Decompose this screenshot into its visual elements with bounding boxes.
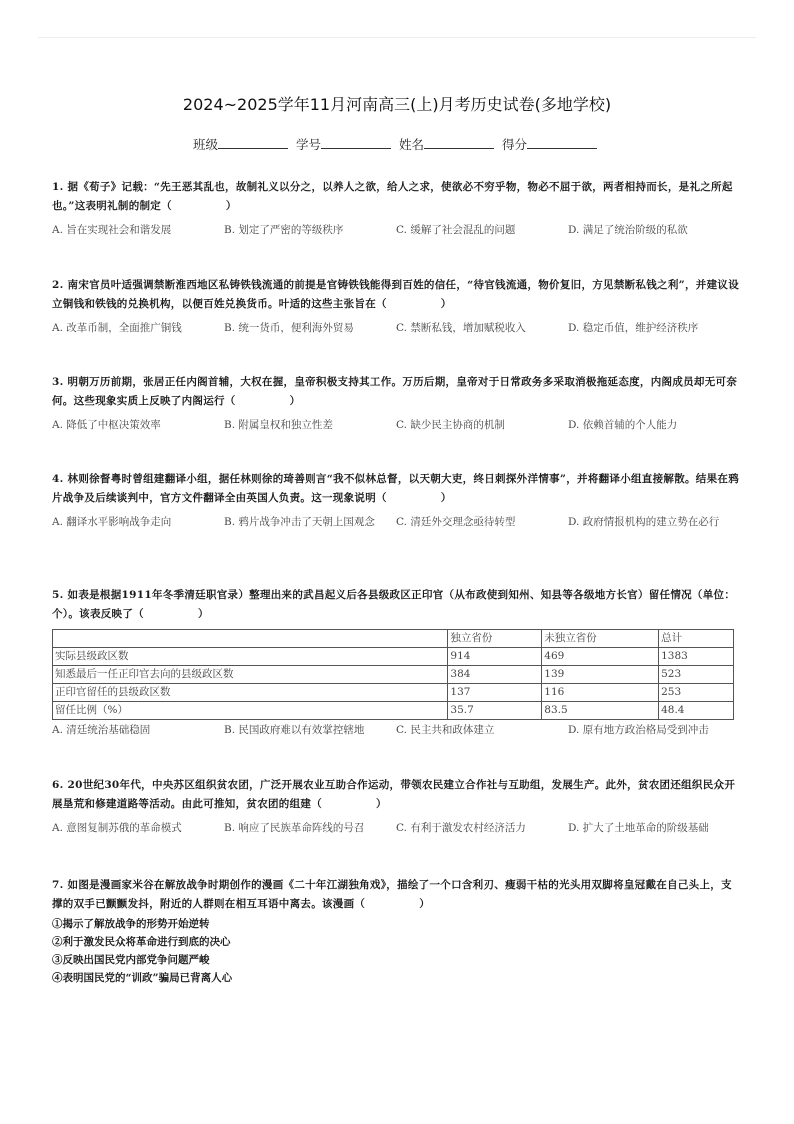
- table-cell: 116: [542, 684, 659, 702]
- top-divider: [38, 37, 756, 38]
- option-d[interactable]: D. 依赖首辅的个人能力: [568, 419, 678, 431]
- table-cell: 469: [542, 648, 659, 666]
- option-c[interactable]: C. 缓解了社会混乱的问题: [396, 224, 516, 236]
- table-header-cell: 独立省份: [448, 630, 542, 648]
- table-cell: 914: [448, 648, 542, 666]
- table-cell: 实际县级政区数: [53, 648, 448, 666]
- question-1: [52, 178, 742, 240]
- table-cell: 83.5: [542, 702, 659, 720]
- option-b[interactable]: B. 统一货币，便利海外贸易: [224, 322, 354, 334]
- option-a[interactable]: A. 意图复制苏俄的革命模式: [52, 822, 182, 834]
- option-a[interactable]: A. 降低了中枢决策效率: [52, 419, 161, 431]
- table-cell: 384: [448, 666, 542, 684]
- question-5: [52, 586, 742, 740]
- question-7: [52, 876, 742, 987]
- table-cell: 253: [659, 684, 734, 702]
- table-cell: 知悉最后一任正印官去向的县级政区数: [53, 666, 448, 684]
- statement-item: ①揭示了解放战争的形势开始逆转: [52, 918, 210, 930]
- question-2: [52, 276, 742, 338]
- table-cell: 正印官留任的县级政区数: [53, 684, 448, 702]
- option-row: [52, 721, 742, 740]
- retention-table: [52, 629, 734, 720]
- option-b[interactable]: B. 民国政府难以有效掌控辖地: [224, 724, 365, 736]
- table-header-cell: 总计: [659, 630, 734, 648]
- option-d[interactable]: D. 政府情报机构的建立势在必行: [568, 516, 720, 528]
- option-d[interactable]: D. 扩大了土地革命的阶级基础: [568, 822, 709, 834]
- field-label-name: 姓名: [398, 137, 424, 152]
- statement-item: ③反映出国民党内部党争问题严峻: [52, 954, 210, 966]
- field-blank-class[interactable]: [218, 136, 288, 149]
- option-row: [52, 319, 742, 338]
- field-blank-number[interactable]: [321, 136, 391, 149]
- table-cell: 137: [448, 684, 542, 702]
- field-label-class: 班级: [192, 137, 218, 152]
- option-b[interactable]: B. 鸦片战争冲击了天朝上国观念: [224, 516, 375, 528]
- option-d[interactable]: D. 原有地方政治格局受到冲击: [568, 724, 709, 736]
- table-cell: 48.4: [659, 702, 734, 720]
- table-cell: 留任比例（%）: [53, 702, 448, 720]
- option-b[interactable]: B. 附属皇权和独立性差: [224, 419, 333, 431]
- question-stem: 6. 20世纪30年代，中央苏区组织贫农团，广泛开展农业互助合作运动，带领农民建立合作社与互助组，发展生产。此外，贫农团还组织民众开展垦荒和修建道路等活动。由此可推知，贫农团的组建（ ）: [52, 779, 736, 810]
- statement-list: [52, 915, 742, 987]
- option-a[interactable]: A. 翻译水平影响战争走向: [52, 516, 172, 528]
- question-6: [52, 776, 742, 838]
- question-4: [52, 470, 742, 549]
- option-row: [52, 513, 742, 549]
- option-row: [52, 416, 742, 435]
- page-title: 2024~2025学年11月河南高三(上)月考历史试卷(多地学校): [182, 95, 612, 114]
- field-blank-name[interactable]: [424, 136, 494, 149]
- field-blank-score[interactable]: [527, 136, 597, 149]
- table-row: [53, 702, 734, 720]
- option-a[interactable]: A. 改革币制，全面推广铜钱: [52, 322, 182, 334]
- field-label-score: 得分: [501, 137, 527, 152]
- table-cell: 523: [659, 666, 734, 684]
- table-cell: 139: [542, 666, 659, 684]
- statement-item: ④表明国民党的“训政”骗局已背离人心: [52, 972, 233, 984]
- question-stem: 2. 南宋官员叶适强调禁断淮西地区私铸铁钱流通的前提是官铸铁钱能得到百姓的信任，“待官钱流通，物价复旧，方见禁断私钱之利”，并建议设立铜钱和铁钱的兑换机构，以便百姓兑换货币。叶适的这些主张旨在（ ）: [52, 279, 739, 310]
- question-stem: 5. 如表是根据1911年冬季清廷职官录）整理出来的武昌起义后各县级政区正印官（从布政使到知州、知县等各级地方长官）留任情况（单位：个）。该表反映了（ ）: [52, 589, 736, 620]
- option-c[interactable]: C. 民主共和政体建立: [396, 724, 495, 736]
- option-a[interactable]: A. 旨在实现社会和谐发展: [52, 224, 172, 236]
- statement-item: ②利于激发民众将革命进行到底的决心: [52, 936, 231, 948]
- option-b[interactable]: B. 响应了民族革命阵线的号召: [224, 822, 365, 834]
- option-d[interactable]: D. 稳定币值，维护经济秩序: [568, 322, 699, 334]
- table-row: [53, 666, 734, 684]
- table-header-cell: 未独立省份: [542, 630, 659, 648]
- question-stem: 7. 如图是漫画家米谷在解放战争时期创作的漫画《二十年江湖独角戏》，描绘了一个口含利刃、瘦弱干枯的光头用双脚将皇冠戴在自己头上，支撑的双手已颤颤发抖，附近的人群则在相互耳语中离去。该漫画（ ）: [52, 879, 732, 910]
- question-3: [52, 373, 742, 435]
- question-stem: 3. 明朝万历前期，张居正任内阁首辅，大权在握，皇帝积极支持其工作。万历后期，皇帝对于日常政务多采取消极拖延态度，内阁成员却无可奈何。这些现象实质上反映了内阁运行（ ）: [52, 376, 738, 407]
- question-stem: 4. 林则徐督粤时曾组建翻译小组，据任林则徐的琦善则言“我不似林总督，以天朝大吏，终日刺探外洋情事”，并将翻译小组直接解散。结果在鸦片战争及后续谈判中，官方文件翻译全由英国人负责。这一现象说明（ ）: [52, 473, 739, 504]
- table-row: [53, 648, 734, 666]
- student-info-line: [0, 135, 794, 153]
- option-a[interactable]: A. 清廷统治基础稳固: [52, 724, 151, 736]
- table-row: [53, 684, 734, 702]
- table-header-cell: [53, 630, 448, 648]
- option-b[interactable]: B. 划定了严密的等级秩序: [224, 224, 344, 236]
- field-label-number: 学号: [295, 137, 321, 152]
- table-cell: 35.7: [448, 702, 542, 720]
- option-d[interactable]: D. 满足了统治阶级的私欲: [568, 224, 688, 236]
- option-c[interactable]: C. 清廷外交理念亟待转型: [396, 516, 516, 528]
- table-cell: 1383: [659, 648, 734, 666]
- question-stem: 1. 据《荀子》记载：“先王恶其乱也，故制礼义以分之，以养人之欲，给人之求，使欲必不穷乎物，物必不屈于欲，两者相持而长，是礼之所起也。”这表明礼制的制定（ ）: [52, 181, 733, 212]
- option-row: [52, 221, 742, 240]
- option-row: [52, 819, 742, 838]
- option-c[interactable]: C. 有利于激发农村经济活力: [396, 822, 526, 834]
- option-c[interactable]: C. 缺少民主协商的机制: [396, 419, 505, 431]
- option-c[interactable]: C. 禁断私钱，增加赋税收入: [396, 322, 526, 334]
- table-header-row: [53, 630, 734, 648]
